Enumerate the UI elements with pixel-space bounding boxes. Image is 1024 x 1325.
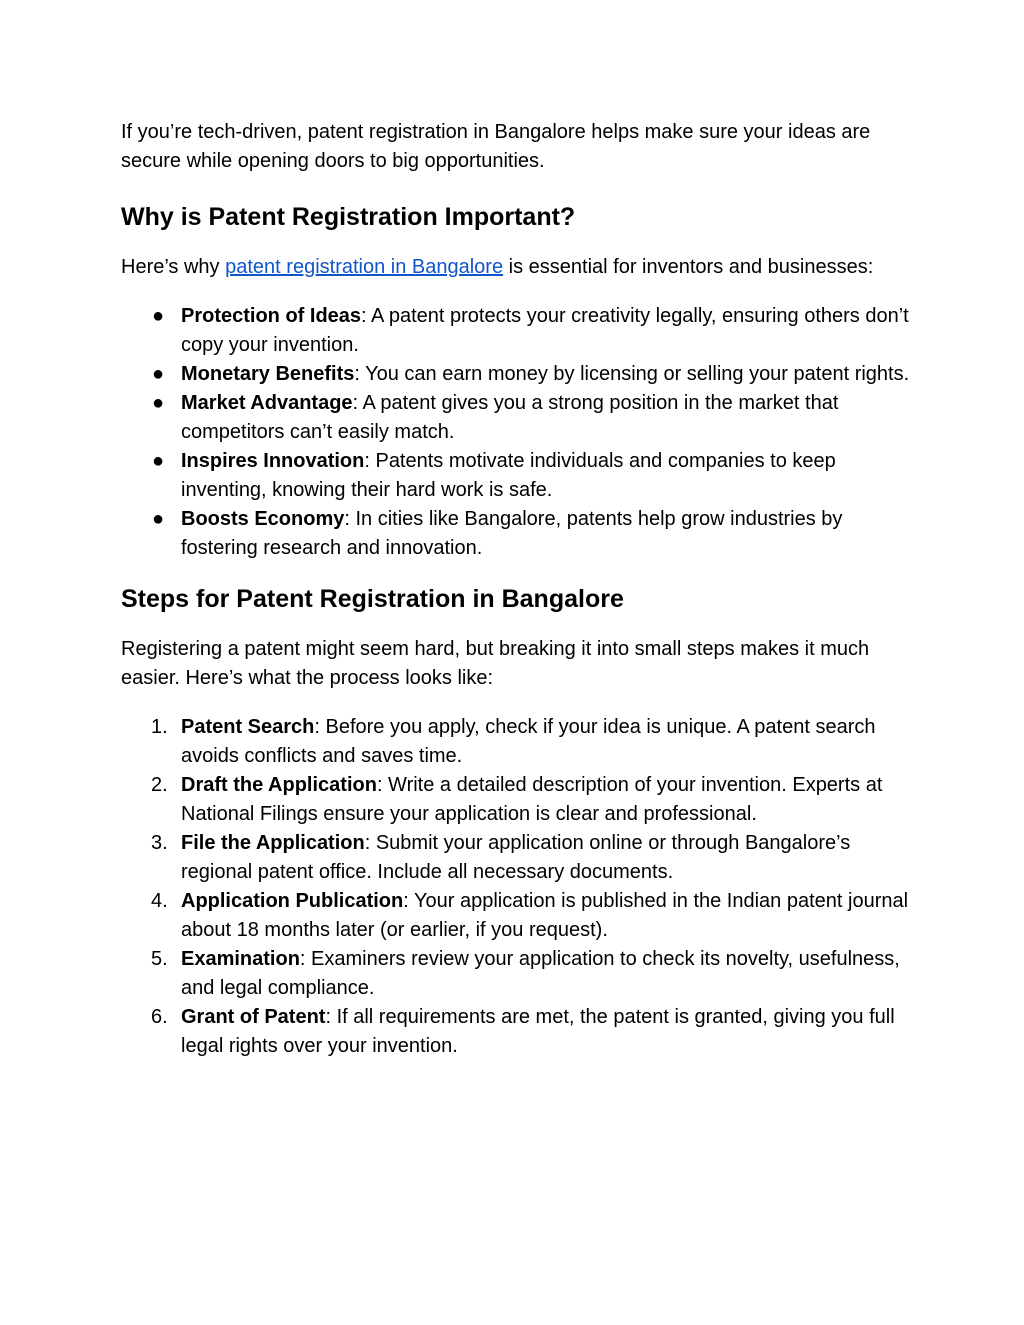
benefit-text: : You can earn money by licensing or selling your patent rights.: [354, 363, 910, 385]
why-intro-before: Here’s why: [121, 256, 226, 278]
list-item: [121, 887, 911, 945]
list-item: [121, 302, 911, 360]
step-term: Grant of Patent: [181, 1006, 326, 1028]
list-item: [121, 713, 911, 771]
benefit-text: : In cities like Bangalore, patents help grow industries by fostering research and innovation.: [181, 508, 843, 559]
list-item: [121, 945, 911, 1003]
steps-intro-paragraph: Registering a patent might seem hard, but breaking it into small steps makes it much easier. Here’s what the process looks like:: [121, 638, 870, 689]
benefit-term: Inspires Innovation: [181, 450, 365, 472]
step-number: 2.: [151, 774, 168, 796]
why-heading: Why is Patent Registration Important?: [121, 203, 576, 231]
benefit-term: Market Advantage: [181, 392, 353, 414]
step-text: : Examiners review your application to check its novelty, usefulness, and legal compliance.: [181, 948, 900, 999]
step-term: Application Publication: [181, 890, 404, 912]
step-number: 3.: [151, 832, 168, 854]
list-item: [121, 360, 911, 389]
intro-paragraph: If you’re tech-driven, patent registration in Bangalore helps make sure your ideas are secure while opening doors to big opportunities.: [121, 121, 871, 172]
why-intro-paragraph: [121, 253, 911, 282]
bullet-marker: ●: [152, 363, 165, 385]
benefit-term: Boosts Economy: [181, 508, 345, 530]
benefits-list: [121, 302, 911, 563]
benefit-term: Monetary Benefits: [181, 363, 355, 385]
step-text: : Before you apply, check if your idea is unique. A patent search avoids conflicts and saves time.: [181, 716, 876, 767]
step-number: 6.: [151, 1006, 168, 1028]
bullet-marker: ●: [152, 450, 165, 472]
step-number: 5.: [151, 948, 168, 970]
list-item: [121, 1003, 911, 1061]
benefit-text: : A patent gives you a strong position in the market that competitors can’t easily match.: [181, 392, 839, 443]
steps-heading: Steps for Patent Registration in Bangalore: [121, 585, 624, 613]
benefit-text: : A patent protects your creativity legally, ensuring others don’t copy your invention.: [181, 305, 909, 356]
step-text: : If all requirements are met, the patent is granted, giving you full legal rights over your invention.: [181, 1006, 895, 1057]
step-number: 1.: [151, 716, 168, 738]
step-text: : Your application is published in the Indian patent journal about 18 months later (or earlier, if you request).: [181, 890, 909, 941]
step-text: : Submit your application online or through Bangalore’s regional patent office. Include all necessary documents.: [181, 832, 851, 883]
steps-list: [121, 713, 911, 1061]
step-term: File the Application: [181, 832, 365, 854]
list-item: [121, 771, 911, 829]
patent-registration-link[interactable]: patent registration in Bangalore: [225, 256, 504, 278]
benefit-term: Protection of Ideas: [181, 305, 362, 327]
list-item: [121, 447, 911, 505]
step-text: : Write a detailed description of your invention. Experts at National Filings ensure your application is clear and professional.: [181, 774, 883, 825]
step-term: Patent Search: [181, 716, 315, 738]
step-term: Examination: [181, 948, 300, 970]
step-term: Draft the Application: [181, 774, 377, 796]
benefit-text: : Patents motivate individuals and companies to keep inventing, knowing their hard work is safe.: [181, 450, 836, 501]
bullet-marker: ●: [152, 392, 165, 414]
list-item: [121, 389, 911, 447]
why-intro-after: is essential for inventors and businesses:: [503, 256, 874, 278]
document-page: [121, 118, 911, 1061]
step-number: 4.: [151, 890, 168, 912]
list-item: [121, 829, 911, 887]
list-item: [121, 505, 911, 563]
bullet-marker: ●: [152, 508, 165, 530]
bullet-marker: ●: [152, 305, 165, 327]
